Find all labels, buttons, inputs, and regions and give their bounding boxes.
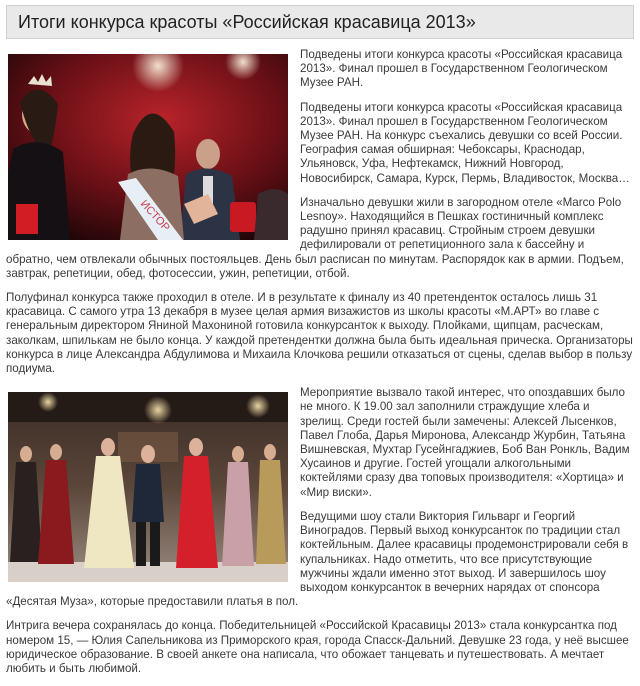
- paragraph-3: Изначально девушки жили в загородном отеле «Marco Polo Lesnoy». Находящийся в Пешках гостиничный комплекс радушно принял красавиц. Стройным строем девушки дефилировали от репетиционного зала к бассейну и обратно, чем отвлекали обычных постояльцев. День был расписан по минутам. Распорядок как в армии. Подъем, завтрак, репетиции, обед, фотосессии, ужин, репетиции, отбой.: [6, 195, 624, 280]
- paragraph-7: Интрига вечера сохранялась до конца. Победительницей «Российской Красавицы 2013» стала конкурсантка под номером 15, — Юлия Сапельникова из Приморского края, города Спасск-Дальний. Девушке 23 года, у неё высшее юридическое образование. В своей анкете она написала, что обожает танцевать и путешествовать. А мечтает любить и быть любимой.: [6, 619, 629, 675]
- sash-text: ИСТОР: [137, 197, 172, 234]
- paragraph-4: Полуфинал конкурса также проходил в отеле. И в результате к финалу из 40 претенденток осталось лишь 31 красавица. С самого утра 13 декабря в музее целая армия визажистов из школы красоты «М.АРТ» во главе с генеральным директором Яниной Махониной готовила конкурсанток к выходу. Плойками, щипцам, расческам, заколкам, шпилькам не было конца. У каждой претендентки должна была быть идеальная прическа. Организаторы конкурса в лице Александра Абдулимова и Михаила Клочкова решили отказаться от сцены, сделав выбор в пользу подиума.: [6, 291, 633, 376]
- paragraph-2: Подведены итоги конкурса красоты «Российская красавица 2013». Финал прошел в Государственном Геологическом Музее РАН. На конкурс съехались девушки со всей России. География самая обширная: Чебоксары, Краснодар, Ульяновск, Уфа, Нефтекамск, Нижний Новгород, Новосибирск, Самара, Курск, Пермь, Владивосток, Москва…: [300, 100, 630, 185]
- title-bar: [6, 5, 634, 39]
- article-body: [6, 48, 634, 686]
- paragraph-6: Ведущими шоу стали Виктория Гильварг и Георгий Виноградов. Первый выход конкурсанток по традиции стал коктейльным. Далее красавицы продемонстрировали себя в купальниках. Надо отметить, что все присутствующие мужчины ждали именно этот выход. И завершилось шоу выходом конкурсанток в вечерних нарядах от спонсора «Десятая Муза», которые предоставили платья в пол.: [6, 509, 629, 609]
- paragraph-5: Мероприятие вызвало такой интерес, что опоздавших было не много. К 19.00 зал заполнили страждущие хлеба и зрелищ. Среди гостей были замечены: Алексей Лысенков, Павел Глоба, Дарья Миронова, Александр Журбин, Татьяна Вишневская, Мухтар Гусейнгаджиев, Боб Ван Ронкль, Вадим Хусаинов и другие. Гостей угощали алкогольными коктейлями сразу два топовых производителя: «Хортица» и «Мир виски».: [300, 386, 630, 499]
- paragraph-1: Подведены итоги конкурса красоты «Российская красавица 2013». Финал прошел в Государственном Геологическом Музее РАН.: [300, 48, 623, 90]
- page-title: Итоги конкурса красоты «Российская красавица 2013»: [18, 12, 476, 32]
- runway-photo: [8, 392, 288, 582]
- winner-photo: [8, 54, 288, 240]
